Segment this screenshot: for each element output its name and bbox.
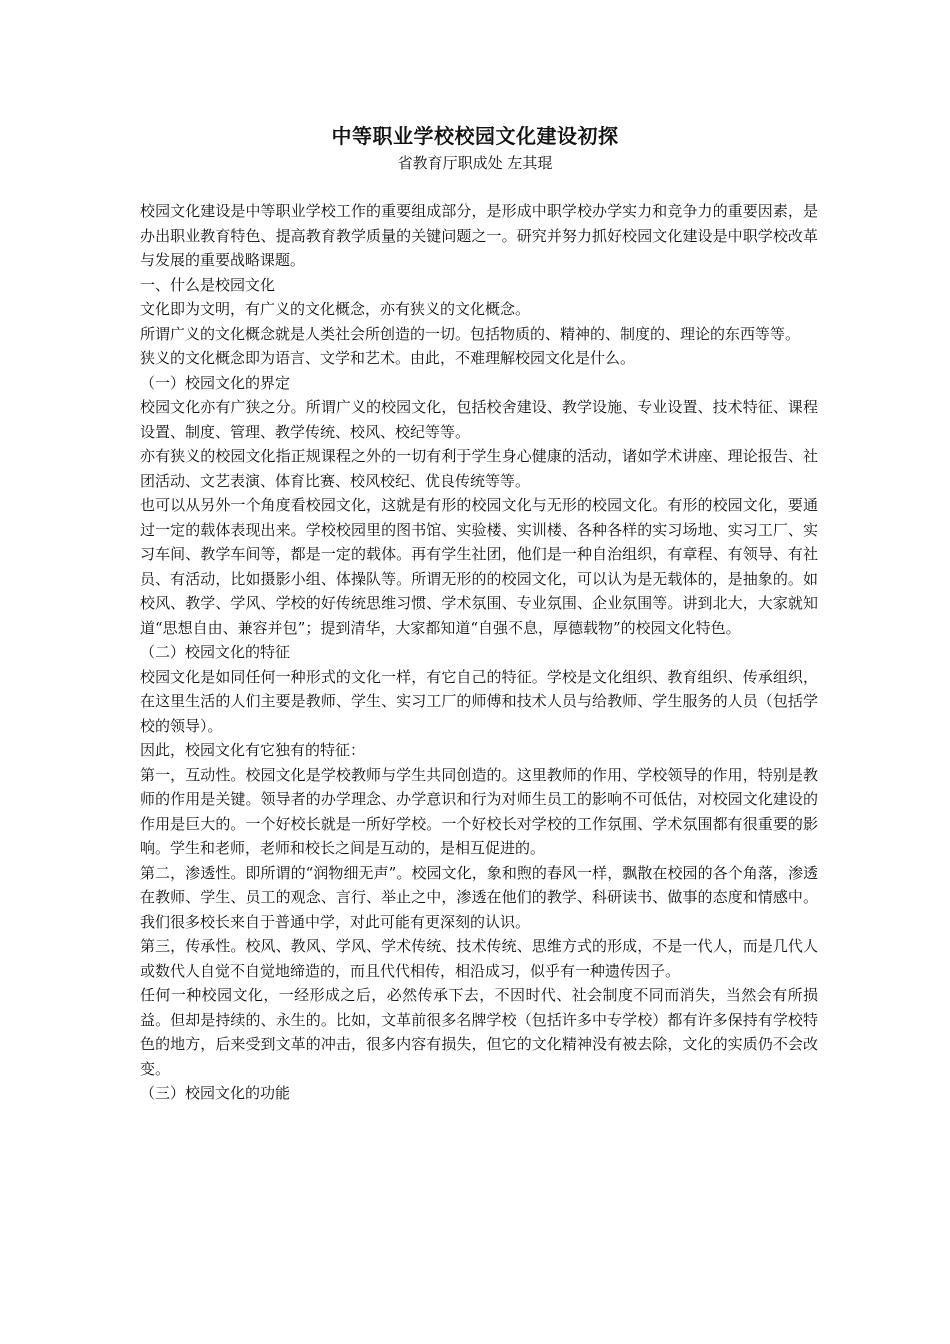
document-author: 省教育厅职成处 左其琨 bbox=[397, 154, 553, 172]
subsection-heading: （三）校园文化的功能 bbox=[140, 1084, 291, 1102]
paragraph: 任何一种校园文化，一经形成之后，必然传承下去，不因时代、社会制度不同而消失，当然会有所损益。但却是持续的、永生的。比如，文革前很多名牌学校（包括许多中专学校）都有许多保持有学校特色的地方，后来受到文革的冲击，很多内容有损失，但它的文化精神没有被去除，文化的实质仍不会改变。 bbox=[140, 986, 818, 1078]
section-heading-1: 一、什么是校园文化 bbox=[140, 275, 276, 294]
paragraph: 因此，校园文化有它独有的特征： bbox=[140, 741, 366, 759]
paragraph: 所谓广义的文化概念就是人类社会所创造的一切。包括物质的、精神的、制度的、理论的东西等等。 bbox=[140, 324, 801, 343]
subsection-heading: （二）校园文化的特征 bbox=[140, 643, 291, 661]
paragraph: 校园文化亦有广狭之分。所谓广义的校园文化，包括校舍建设、教学设施、专业设置、技术特征、课程设置、制度、管理、教学传统、校风、校纪等等。 bbox=[140, 398, 818, 441]
paragraph: 也可以从另外一个角度看校园文化，这就是有形的校园文化与无形的校园文化。有形的校园文化，要通过一定的载体表现出来。学校校园里的图书馆、实验楼、实训楼、各种各样的实习场地、实习工厂、实习车间、教学车间等，都是一定的载体。再有学生社团，他们是一种自治组织，有章程、有领导、有社员、有活动，比如摄影小组、体操队等。所谓无形的的校园文化，可以认为是无载体的，是抽象的。如校风、教学、学风、学校的好传统思维习惯、学术氛围、专业氛围、企业氛围等。讲到北大，大家就知道“思想自由、兼容并包”；提到清华，大家都知道“自强不息，厚德载物”的校园文化特色。 bbox=[140, 496, 818, 637]
paragraph: 校园文化是如同任何一种形式的文化一样，有它自己的特征。学校是文化组织、教育组织、传承组织，在这里生活的人们主要是教师、学生、实习工厂的师傅和技术人员与给教师、学生服务的人员（包括学校的领导）。 bbox=[140, 667, 818, 735]
paragraph-intro: 校园文化建设是中等职业学校工作的重要组成部分，是形成中职学校办学实力和竞争力的重要因素，是办出职业教育特色、提高教育教学质量的关键问题之一。研究并努力抓好校园文化建设是中职学校改革与发展的重要战略课题。 bbox=[140, 202, 818, 269]
document-title: 中等职业学校校园文化建设初探 bbox=[331, 124, 619, 148]
paragraph: 第一，互动性。校园文化是学校教师与学生共同创造的。这里教师的作用、学校领导的作用，特别是教师的作用是关键。领导者的办学理念、办学意识和行为对师生员工的影响不可低估，对校园文化建设的作用是巨大的。一个好校长就是一所好学校。一个好校长对学校的工作氛围、学术氛围都有很重要的影响。学生和老师，老师和校长之间是互动的，是相互促进的。 bbox=[140, 765, 818, 857]
paragraph: 第三，传承性。校风、教风、学风、学术传统、技术传统、思维方式的形成，不是一代人，而是几代人或数代人自觉不自觉地缔造的，而且代代相传，相沿成习，似乎有一种遗传因子。 bbox=[140, 937, 818, 980]
paragraph: 文化即为文明，有广义的文化概念，亦有狭义的文化概念。 bbox=[140, 300, 531, 318]
paragraph: 狭义的文化概念即为语言、文学和艺术。由此，不难理解校园文化是什么。 bbox=[140, 349, 636, 367]
paragraph: 亦有狭义的校园文化指正规课程之外的一切有利于学生身心健康的活动，诸如学术讲座、理论报告、社团活动、文艺表演、体育比赛、校风校纪、优良传统等等。 bbox=[140, 447, 818, 490]
subsection-heading: （一）校园文化的界定 bbox=[140, 373, 291, 392]
paragraph: 第二，渗透性。即所谓的“润物细无声”。校园文化，象和煦的春风一样，飘散在校园的各个角落，渗透在教师、学生、员工的观念、言行、举止之中，渗透在他们的教学、科研读书、做事的态度和情感中。我们很多校长来自于普通中学，对此可能有更深刻的认识。 bbox=[140, 863, 818, 931]
document-body bbox=[140, 199, 818, 1106]
